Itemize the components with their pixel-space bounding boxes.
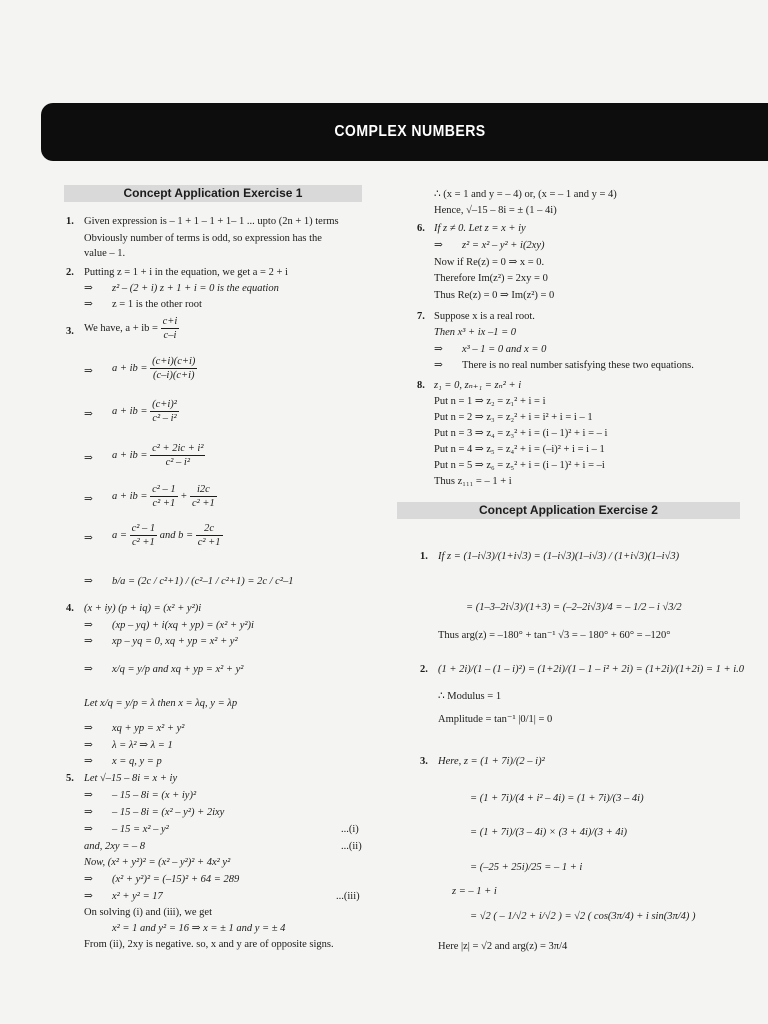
implies-symbol: ⇒ <box>84 283 93 294</box>
implies-symbol: ⇒ <box>84 874 93 885</box>
answer-8-line-2: Put n = 1 ⇒ z₂ = z₁² + i = i <box>434 396 546 407</box>
answer-2-line-1: Putting z = 1 + i in the equation, we get a = 2 + i <box>84 267 288 278</box>
exercise-2-answer-2-line-2: ∴ Modulus = 1 <box>438 691 502 702</box>
answer-5-line-11: From (ii), 2xy is negative. so, x and y are of opposite signs. <box>84 939 334 950</box>
answer-4-line-6: xq + yp = x² + y² <box>112 723 185 734</box>
section-header-exercise-2: Concept Application Exercise 2 <box>397 502 740 519</box>
answer-6-line-3: Now if Re(z) = 0 ⇒ x = 0. <box>434 257 545 268</box>
answer-7-line-4: There is no real number satisfying these two equations. <box>462 360 694 371</box>
answer-5-result: Hence, √–15 – 8i = ± (1 – 4i) <box>434 205 557 216</box>
answer-5-line-9: On solving (i) and (iii), we get <box>84 907 213 918</box>
answer-3-line-7: b/a = (2c / c²+1) / (c²–1 / c²+1) = 2c / c²–1 <box>112 576 294 587</box>
exercise-2-answer-3-line-4: = (–25 + 25i)/25 = – 1 + i <box>470 862 583 873</box>
implies-symbol: ⇒ <box>84 824 93 835</box>
answer-4-line-4: x/q = y/p and xq + yp = x² + y² <box>112 664 244 675</box>
implies-symbol: ⇒ <box>84 790 93 801</box>
implies-symbol: ⇒ <box>84 723 93 734</box>
answer-2-line-3: z = 1 is the other root <box>112 299 202 310</box>
exercise-2-answer-3-line-1: Here, z = (1 + 7i)/(2 – i)² <box>438 756 545 767</box>
implies-symbol: ⇒ <box>84 807 93 818</box>
answer-7-line-3: x³ – 1 = 0 and x = 0 <box>462 344 547 355</box>
implies-symbol: ⇒ <box>434 344 443 355</box>
answer-8-line-4: Put n = 3 ⇒ z₄ = z₃² + i = (i – 1)² + i = – i <box>434 428 608 439</box>
answer-1-line-3: value – 1. <box>84 248 126 259</box>
answer-6-line-2: z² = x² – y² + i(2xy) <box>462 240 545 251</box>
answer-5-line-6: Now, (x² + y²)² = (x² – y²)² + 4x² y² <box>84 857 231 868</box>
answer-4-line-2: (xp – yq) + i(xq + yp) = (x² + y²)i <box>112 620 254 631</box>
answer-8-line-7: Thus z₁₁₁ = – 1 + i <box>434 476 512 487</box>
exercise-2-answer-2-line-3: Amplitude = tan⁻¹ |0/1| = 0 <box>438 714 553 725</box>
item-number: 6. <box>417 223 425 234</box>
implies-symbol: ⇒ <box>434 360 443 371</box>
answer-8-line-5: Put n = 4 ⇒ z₅ = z₄² + i = (–i)² + i = i – 1 <box>434 444 605 455</box>
answer-3-line-4: a + ib = $\frac{\text{c² + 2ic + i²}}{\text{c² – i²}}$ <box>112 443 204 469</box>
exercise-2-answer-3-line-5: z = – 1 + i <box>452 886 497 897</box>
answer-5-line-8: x² + y² = 17 <box>112 891 163 902</box>
answer-3-line-2: a + ib = $\frac{(c+i)(c+i)}{(c-i)(c+i)}$ <box>112 356 196 382</box>
item-number: 1. <box>420 551 428 562</box>
chapter-title: COMPLEX NUMBERS <box>333 123 486 140</box>
answer-4-line-7: λ = λ² ⇒ λ = 1 <box>112 740 173 751</box>
chapter-title-banner <box>41 103 768 161</box>
answer-6-line-5: Thus Re(z) = 0 ⇒ Im(z²) = 0 <box>434 290 555 301</box>
answer-2-line-2: z² – (2 + i) z + 1 + i = 0 is the equation <box>112 283 279 294</box>
implies-symbol: ⇒ <box>84 409 93 420</box>
answer-6-line-1: If z ≠ 0. Let z = x + iy <box>434 223 526 234</box>
answer-1-line-1: Given expression is – 1 + 1 – 1 + 1– 1 ... upto (2n + 1) terms <box>84 216 339 227</box>
implies-symbol: ⇒ <box>84 664 93 675</box>
exercise-2-answer-1-line-2: = (1–3–2i√3)/(1+3) = (–2–2i√3)/4 = – 1/2 – i √3/2 <box>466 602 682 613</box>
item-number: 2. <box>420 664 428 675</box>
exercise-2-answer-3-line-3: = (1 + 7i)/(3 – 4i) × (3 + 4i)/(3 + 4i) <box>470 827 628 838</box>
answer-3-line-1: We have, a + ib = $\frac{c+i}{c-i}$ <box>84 316 178 342</box>
implies-symbol: ⇒ <box>84 740 93 751</box>
implies-symbol: ⇒ <box>84 366 93 377</box>
implies-symbol: ⇒ <box>84 494 93 505</box>
answer-3-line-6: a = $\frac{\text{c² – 1}}{\text{c² +1}}$ and b = $\frac{2c}{\text{c² +1}}$ <box>112 523 221 549</box>
item-number: 8. <box>417 380 425 391</box>
item-number: 1. <box>66 216 74 227</box>
section-header-exercise-1: Concept Application Exercise 1 <box>64 185 362 202</box>
answer-5-line-2: – 15 – 8i = (x + iy)² <box>112 790 197 801</box>
exercise-2-answer-3-line-6: = √2 ( – 1/√2 + i/√2 ) = √2 ( cos(3π/4) + i sin(3π/4) ) <box>470 911 696 922</box>
answer-5-line-7: (x² + y²)² = (–15)² + 64 = 289 <box>112 874 240 885</box>
answer-8-line-6: Put n = 5 ⇒ z₆ = z₅² + i = (i – 1)² + i = –i <box>434 460 605 471</box>
item-number: 2. <box>66 267 74 278</box>
equation-tag: ...(ii) <box>341 841 362 852</box>
answer-5-line-1: Let √–15 – 8i = x + iy <box>84 773 178 784</box>
answer-8-line-1: z₁ = 0, zₙ₊₁ = zₙ² + i <box>434 380 522 391</box>
answer-5-line-4: – 15 = x² – y² <box>112 824 169 835</box>
implies-symbol: ⇒ <box>84 453 93 464</box>
implies-symbol: ⇒ <box>84 576 93 587</box>
answer-5-line-3: – 15 – 8i = (x² – y²) + 2ixy <box>112 807 225 818</box>
exercise-2-answer-1-line-3: Thus arg(z) = –180° + tan⁻¹ √3 = – 180° + 60° = –120° <box>438 630 671 641</box>
answer-7-line-1: Suppose x is a real root. <box>434 311 535 322</box>
answer-3-line-3: a + ib = $\frac{\text{(c+i)²}}{\text{c² – i²}}$ <box>112 399 177 425</box>
exercise-2-answer-1-line-1: If z = (1–i√3)/(1+i√3) = (1–i√3)(1–i√3) / (1+i√3)(1–i√3) <box>438 551 680 562</box>
equation-tag: ...(i) <box>341 824 359 835</box>
item-number: 7. <box>417 311 425 322</box>
answer-8-line-3: Put n = 2 ⇒ z₃ = z₂² + i = i² + i = i – 1 <box>434 412 593 423</box>
implies-symbol: ⇒ <box>84 891 93 902</box>
answer-5-line-5: and, 2xy = – 8 <box>84 841 146 852</box>
answer-4-line-3: xp – yq = 0, xq + yp = x² + y² <box>112 636 238 647</box>
exercise-2-answer-3-line-7: Here |z| = √2 and arg(z) = 3π/4 <box>438 941 568 952</box>
implies-symbol: ⇒ <box>84 299 93 310</box>
answer-3-line-5: a + ib = $\frac{\text{c² – 1}}{\text{c² +1}}$ + $\frac{i2c}{\text{c² +1}}$ <box>112 484 215 510</box>
implies-symbol: ⇒ <box>84 620 93 631</box>
implies-symbol: ⇒ <box>84 636 93 647</box>
answer-4-line-1: (x + iy) (p + iq) = (x² + y²)i <box>84 603 202 614</box>
item-number: 3. <box>420 756 428 767</box>
item-number: 4. <box>66 603 74 614</box>
item-number: 3. <box>66 326 74 337</box>
exercise-2-answer-2-line-1: (1 + 2i)/(1 – (1 – i)²) = (1+2i)/(1 – 1 – i² + 2i) = (1+2i)/(1+2i) = 1 + i.0 <box>438 664 744 675</box>
item-number: 5. <box>66 773 74 784</box>
equation-tag: ...(iii) <box>336 891 360 902</box>
answer-5-conclusion: ∴ (x = 1 and y = – 4) or, (x = – 1 and y = 4) <box>434 189 617 200</box>
answer-1-line-2: Obviously number of terms is odd, so expression has the <box>84 233 322 244</box>
implies-symbol: ⇒ <box>434 240 443 251</box>
implies-symbol: ⇒ <box>84 756 93 767</box>
answer-7-line-2: Then x³ + ix –1 = 0 <box>434 327 517 338</box>
implies-symbol: ⇒ <box>84 533 93 544</box>
answer-4-line-5: Let x/q = y/p = λ then x = λq, y = λp <box>84 698 238 709</box>
answer-5-line-10: x² = 1 and y² = 16 ⇒ x = ± 1 and y = ± 4 <box>112 923 286 934</box>
exercise-2-answer-3-line-2: = (1 + 7i)/(4 + i² – 4i) = (1 + 7i)/(3 – 4i) <box>470 793 644 804</box>
answer-4-line-8: x = q, y = p <box>112 756 162 767</box>
answer-6-line-4: Therefore Im(z²) = 2xy = 0 <box>434 273 548 284</box>
